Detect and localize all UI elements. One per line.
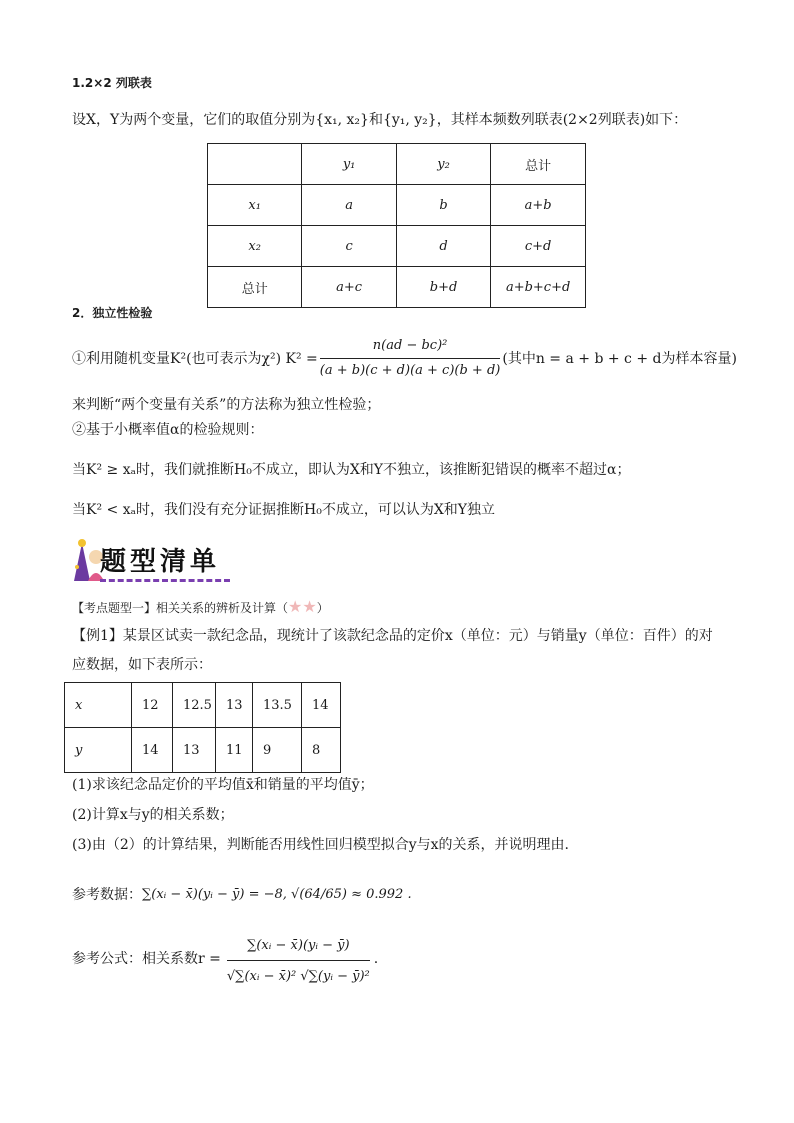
example-intro-line1: 【例1】某景区试卖一款纪念品，现统计了该款纪念品的定价x（单位：元）与销量y（单位：百件）的对: [72, 628, 713, 644]
table-row: [65, 683, 341, 728]
table-row: [208, 144, 586, 185]
formula-prefix: ①利用随机变量K²(也可表示为χ²) K² =: [72, 350, 318, 367]
table-cell: 11: [216, 728, 253, 773]
table-row: [208, 226, 586, 267]
question-1: (1)求该纪念品定价的平均值x̄和销量的平均值ȳ；: [72, 777, 374, 793]
fraction-denominator: (a + b)(c + d)(a + c)(b + d): [319, 363, 501, 378]
table-cell: c: [302, 226, 396, 267]
table-cell: 总计: [208, 267, 302, 308]
table-cell: y: [65, 728, 132, 773]
table-cell: a+b: [491, 185, 586, 226]
independence-definition: 来判断“两个变量有关系”的方法称为独立性检验；: [72, 397, 381, 413]
contingency-intro: 设X，Y为两个变量，它们的取值分别为{x₁, x₂}和{y₁, y₂}，其样本频数列联表(2×2列联表)如下：: [72, 112, 688, 128]
table-row: [65, 728, 341, 773]
table-cell: y₁: [302, 144, 396, 185]
fraction-denominator: √∑(xᵢ − x̄)² √∑(yᵢ − ȳ)²: [226, 969, 370, 984]
table-cell: b+d: [396, 267, 490, 308]
table-cell: 总计: [491, 144, 586, 185]
chi-square-formula-line: [72, 336, 737, 381]
topic-text: 【考点题型一】相关关系的辨析及计算（: [72, 601, 289, 615]
table-row: [208, 267, 586, 308]
reference-formula: [72, 930, 378, 987]
table-cell: 8: [302, 728, 341, 773]
table-cell: c+d: [491, 226, 586, 267]
difficulty-stars: ★★: [288, 597, 317, 616]
banner-title: 题型清单: [100, 547, 221, 577]
table-cell: a+c: [302, 267, 396, 308]
table-cell: a: [302, 185, 396, 226]
section-heading-contingency: 1.2×2 列联表: [72, 76, 152, 90]
formula-period: .: [373, 950, 379, 967]
table-cell: 13.5: [253, 683, 302, 728]
table-cell: y₂: [396, 144, 490, 185]
table-cell: x₁: [208, 185, 302, 226]
reference-data-formula: ∑(xᵢ − x̄)(yᵢ − ȳ) = −8, √(64/65) ≈ 0.992 .: [142, 887, 412, 902]
table-cell: 12.5: [173, 683, 216, 728]
fraction-numerator: n(ad − bc)²: [320, 336, 501, 359]
table-cell: d: [396, 226, 490, 267]
test-rule-reject: 当K² ≥ xₐ时，我们就推断H₀不成立，即认为X和Y不独立，该推断犯错误的概率不超过α；: [72, 462, 631, 478]
contingency-table: [207, 143, 586, 308]
question-3: (3)由（2）的计算结果，判断能否用线性回归模型拟合y与x的关系，并说明理由.: [72, 837, 569, 853]
table-cell: a+b+c+d: [491, 267, 586, 308]
table-cell: 13: [173, 728, 216, 773]
table-row: [208, 185, 586, 226]
test-rule-heading: ②基于小概率值α的检验规则：: [72, 422, 264, 438]
table-cell: 12: [132, 683, 173, 728]
formula-suffix: (其中n = a + b + c + d为样本容量): [502, 350, 737, 367]
question-types-banner: [68, 535, 238, 587]
banner-underline: [100, 579, 230, 582]
correlation-fraction: [227, 930, 370, 987]
table-cell: 9: [253, 728, 302, 773]
reference-data: [72, 885, 412, 905]
table-cell: x: [65, 683, 132, 728]
table-cell: 14: [132, 728, 173, 773]
table-cell: 14: [302, 683, 341, 728]
table-cell: b: [396, 185, 490, 226]
chi-square-fraction: [320, 336, 501, 381]
example-intro-line2: 应数据，如下表所示：: [72, 657, 212, 673]
question-2: (2)计算x与y的相关系数；: [72, 807, 234, 823]
table-cell: x₂: [208, 226, 302, 267]
fraction-numerator: ∑(xᵢ − x̄)(yᵢ − ȳ): [227, 930, 370, 961]
table-cell: 13: [216, 683, 253, 728]
section-heading-independence: 2．独立性检验: [72, 306, 153, 320]
table-cell: [208, 144, 302, 185]
price-sales-table: [64, 682, 341, 773]
test-rule-accept: 当K² < xₐ时，我们没有充分证据推断H₀不成立，可以认为X和Y独立: [72, 502, 496, 518]
topic-label: [72, 598, 329, 617]
reference-data-label: 参考数据：: [72, 887, 142, 903]
topic-text-end: ）: [316, 601, 329, 615]
reference-formula-label: 参考公式：相关系数r =: [72, 950, 221, 967]
